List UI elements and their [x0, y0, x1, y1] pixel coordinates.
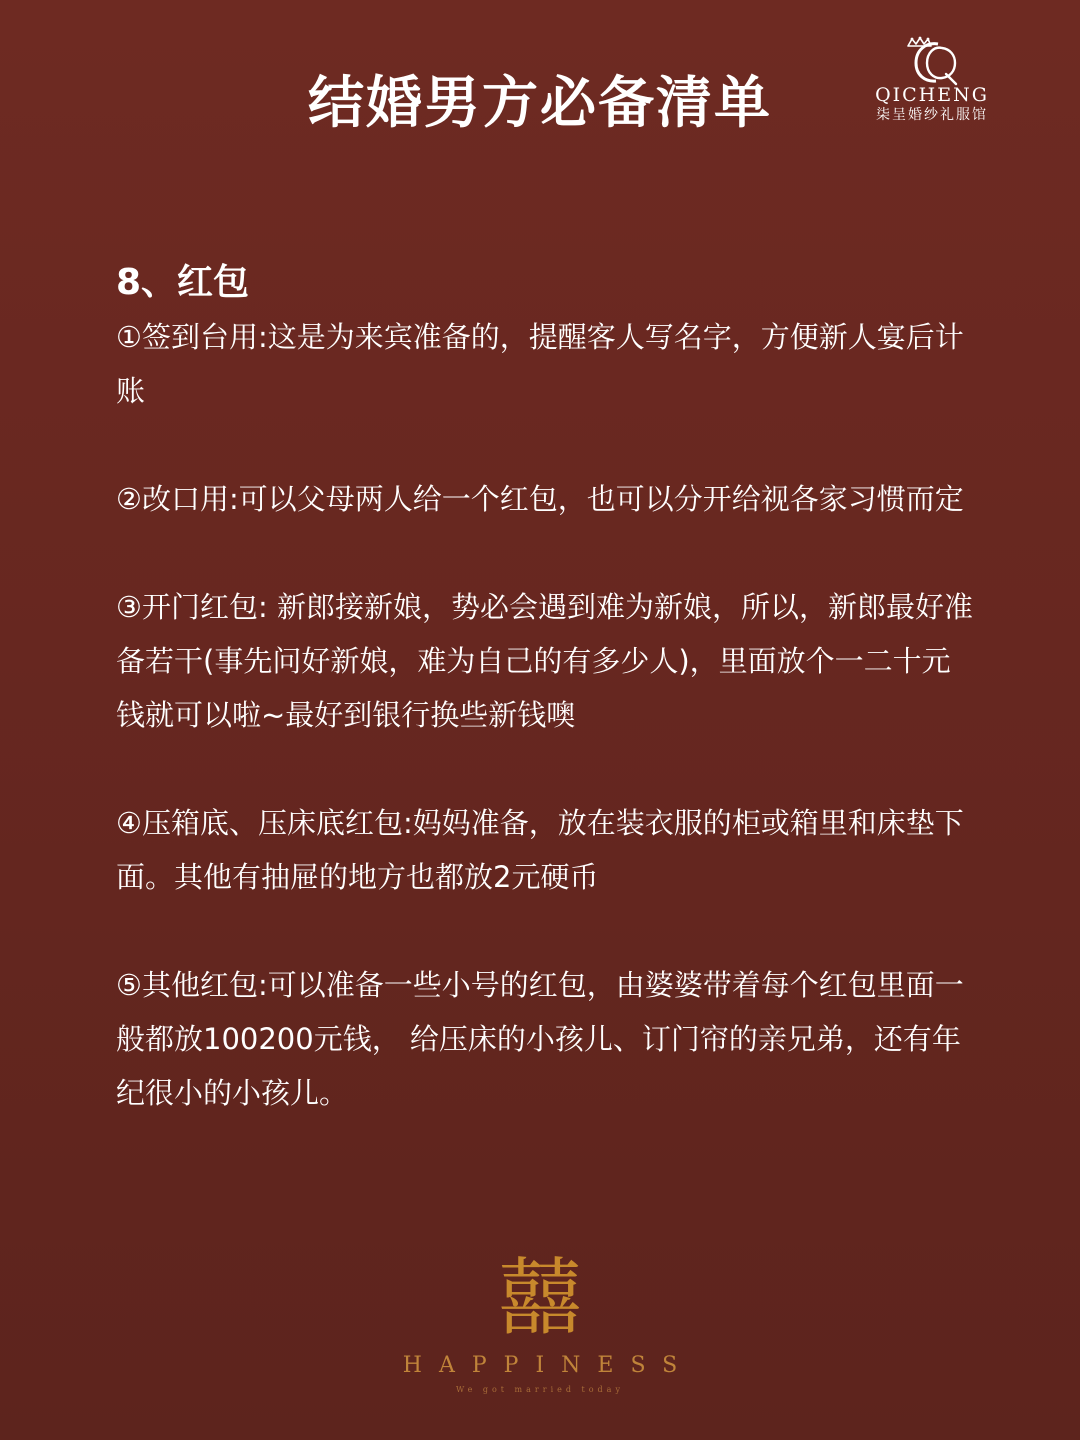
footer-emblem: [0, 1250, 1080, 1396]
double-happiness-icon: 囍: [497, 1249, 582, 1347]
list-item: ①签到台用:这是为来宾准备的，提醒客人写名字，方便新人宴后计账: [116, 320, 964, 408]
list-item: ⑤其他红包:可以准备一些小号的红包，由婆婆带着每个红包里面一般都放100200元钱， 给压床的小孩儿、订门帘的亲兄弟，还有年纪很小的小孩儿。: [116, 968, 964, 1110]
brand-subtitle: 柒呈婚纱礼服馆: [876, 107, 988, 123]
page-title: 结婚男方必备清单: [308, 71, 772, 136]
brand-name: QICHENG: [875, 84, 989, 106]
footer-word: HAPPINESS: [402, 1353, 695, 1378]
checklist-section: [116, 256, 976, 1120]
list-item: ④压箱底、压床底红包:妈妈准备，放在装衣服的柜或箱里和床垫下面。其他有抽屉的地方也都放2元硬币: [116, 806, 964, 894]
list-item: ②改口用:可以父母两人给一个红包，也可以分开给视各家习惯而定: [116, 482, 964, 516]
list-item: ③开门红包: 新郎接新娘，势必会遇到难为新娘，所以，新郎最好准备若干(事先问好新娘，难为自己的有多少人)，里面放个一二十元钱就可以啦~最好到银行换些新钱噢: [116, 590, 973, 732]
section-heading: 8、红包: [116, 262, 250, 303]
footer-tagline: We got married today: [456, 1385, 624, 1394]
crown-qc-monogram-icon: [904, 36, 960, 86]
brand-logo: [862, 36, 1002, 128]
